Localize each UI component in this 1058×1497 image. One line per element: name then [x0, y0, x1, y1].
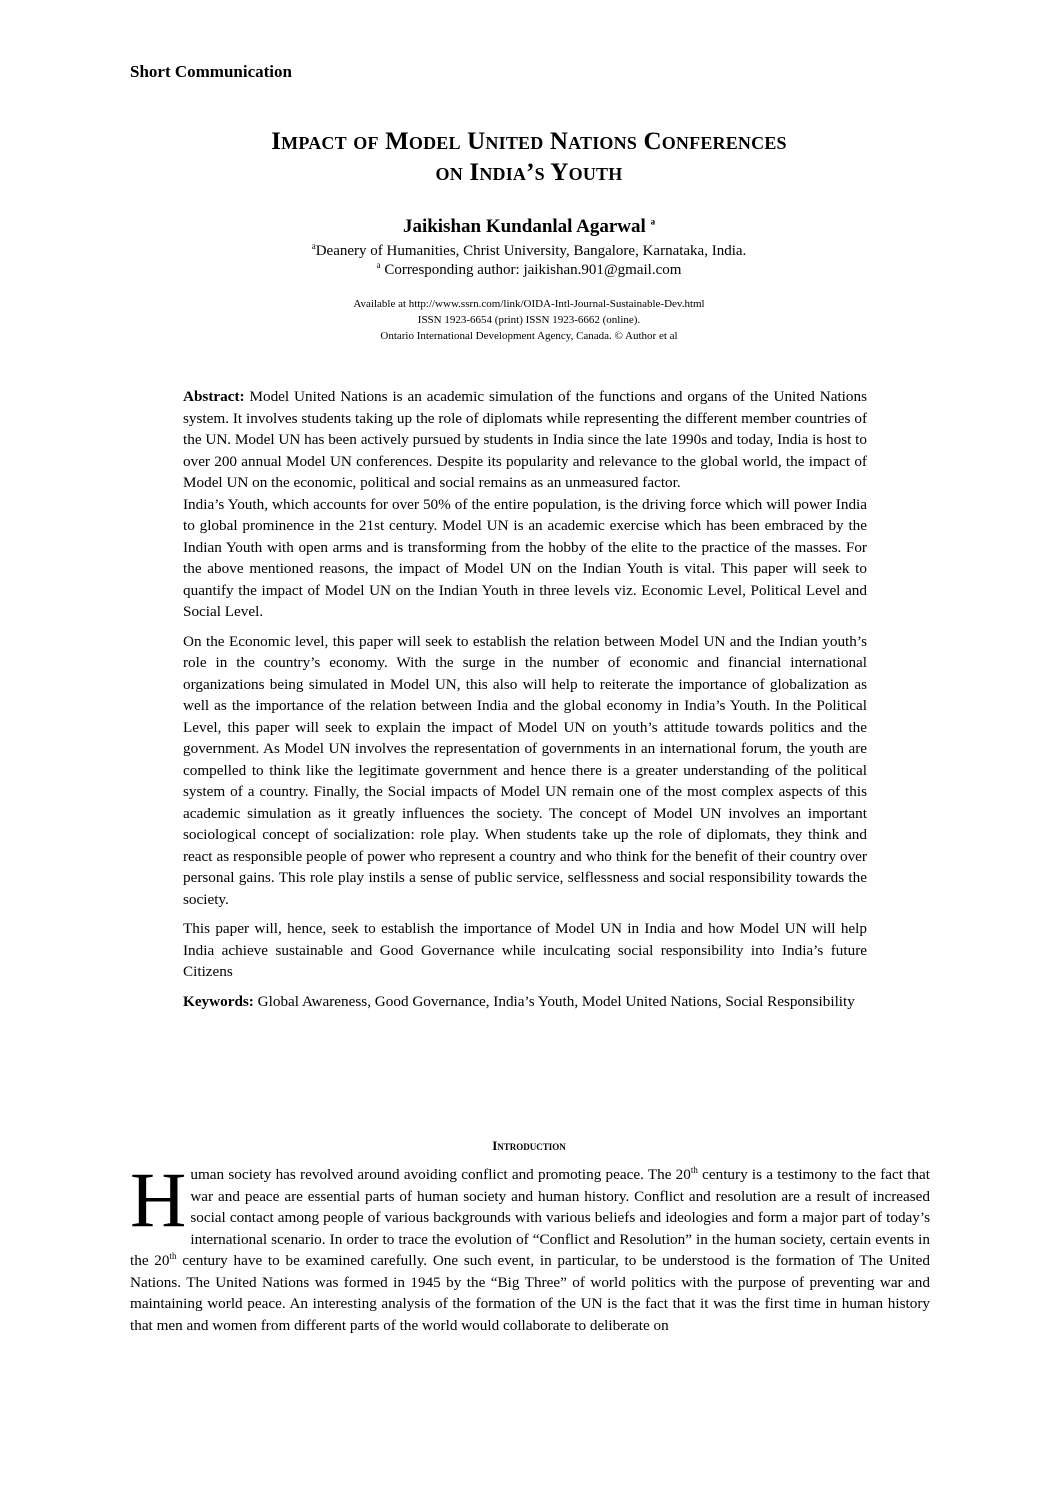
keywords — [183, 991, 867, 1013]
title-line-1: Impact of Model United Nations Conferences — [271, 128, 787, 155]
publication-info — [100, 296, 958, 344]
corresponding-author — [100, 260, 958, 279]
abstract-paragraph-1 — [183, 386, 867, 494]
issn: ISSN 1923-6654 (print) ISSN 1923-6662 (online). — [417, 314, 641, 326]
abstract-paragraph-2: India’s Youth, which accounts for over 50% of the entire population, is the driving force which will power India to global prominence in the 21st century. Model UN is an academic exercise which has been embraced by the Indian Youth with open arms and is transforming from the hobby of the elite to the practice of the masses. For the above mentioned reasons, the impact of Model UN on the Indian Youth is vital. This paper will seek to quantify the impact of Model UN on the Indian Youth in three levels viz. Economic Level, Political Level and Social Level. — [183, 495, 867, 620]
author-marker: a — [650, 216, 656, 227]
title-line-2: on India’s Youth — [435, 159, 623, 186]
abstract-paragraph-3: On the Economic level, this paper will seek to establish the relation between Model UN and the Indian youth’s role in the country’s economy. With the surge in the number of economic and financial international organizations being simulated in Model UN, this also will help to reiterate the importance of globalization as well as the importance of the relation between India and the global economy in India’s Youth. In the Political Level, this paper will seek to explain the impact of Model UN on youth’s attitude towards politics and the government. As Model UN involves the representation of governments in an international forum, the youth are compelled to think like the legitimate government and hence there is a greater understanding of the political system of a country. Finally, the Social impacts of Model UN remain one of the most complex aspects of this academic simulation as it greatly influences the society. The concept of Model UN involves an important sociological concept of socialization: role play. When students take up the role of diplomats, they think and react as responsible people of power who represent a country and who think for the benefit of their country over personal gains. This role play instils a sense of public service, selflessness and social responsibility towards the society. — [183, 632, 867, 908]
affiliation-marker: a — [311, 241, 316, 251]
drop-cap: H — [130, 1156, 187, 1243]
abstract-label: Abstract: — [183, 388, 245, 405]
keywords-label: Keywords: — [183, 992, 254, 1010]
abstract-text-1: Model United Nations is an academic simulation of the functions and organs of the United Nations system. It involves students taking up the role of diplomats while representing the different member countries of the UN. Model UN has been actively pursued by students in India since the late 1990s and today, India is host to over 200 annual Model UN conferences. Despite its popularity and relevance to the global world, the impact of Model UN on the economic, political and social remains as an unmeasured factor. — [183, 388, 867, 491]
author-name-text: Jaikishan Kundanlal Agarwal — [402, 216, 646, 237]
affiliation-text: Deanery of Humanities, Christ University, Bangalore, Karnataka, India. — [315, 243, 747, 259]
paper-title — [100, 126, 958, 188]
abstract — [183, 386, 867, 1012]
intro-text-1: uman society has revolved around avoiding conflict and promoting peace. The 20 — [190, 1166, 691, 1183]
introduction-paragraph — [130, 1156, 930, 1336]
availability-link[interactable]: Available at http://www.ssrn.com/link/OIDA-Intl-Journal-Sustainable-Dev.html — [353, 298, 705, 310]
keywords-text: Global Awareness, Good Governance, India’s Youth, Model United Nations, Social Responsibility — [253, 992, 855, 1010]
publisher: Ontario International Development Agency, Canada. © Author et al — [380, 330, 678, 342]
superscript: th — [690, 1164, 698, 1175]
affiliation — [100, 241, 958, 260]
introduction-body — [130, 1156, 930, 1336]
section-label: Short Communication — [130, 62, 292, 81]
intro-text-2: century is a testimony to the fact that war and peace are essential parts of human society and human history. Conflict and resolution are a result of increased social contact among people of various backgrounds with various beliefs and ideologies and form a major part of today’s international scenario. In order to trace the evolution of “Conflict and Resolution” in the human society, certain events in the 20 — [130, 1166, 930, 1269]
author-name — [100, 216, 958, 238]
superscript: th — [169, 1250, 177, 1261]
corresponding-text: Corresponding author: jaikishan.901@gmail.com — [384, 262, 682, 278]
corresponding-marker: a — [376, 260, 381, 270]
intro-text-3: century have to be examined carefully. One such event, in particular, to be understood is the formation of The United Nations. The United Nations was formed in 1945 by the “Big Three” of world politics with the purpose of preventing war and maintaining world peace. An interesting analysis of the formation of the UN is the fact that it was the first time in human history that men and women from different parts of the world would collaborate to deliberate on — [130, 1252, 930, 1334]
abstract-paragraph-4: This paper will, hence, seek to establish the importance of Model UN in India and how Model UN will help India achieve sustainable and Good Governance while inculcating social responsibility into India’s future Citizens — [183, 920, 867, 980]
introduction-heading: Introduction — [492, 1138, 566, 1153]
